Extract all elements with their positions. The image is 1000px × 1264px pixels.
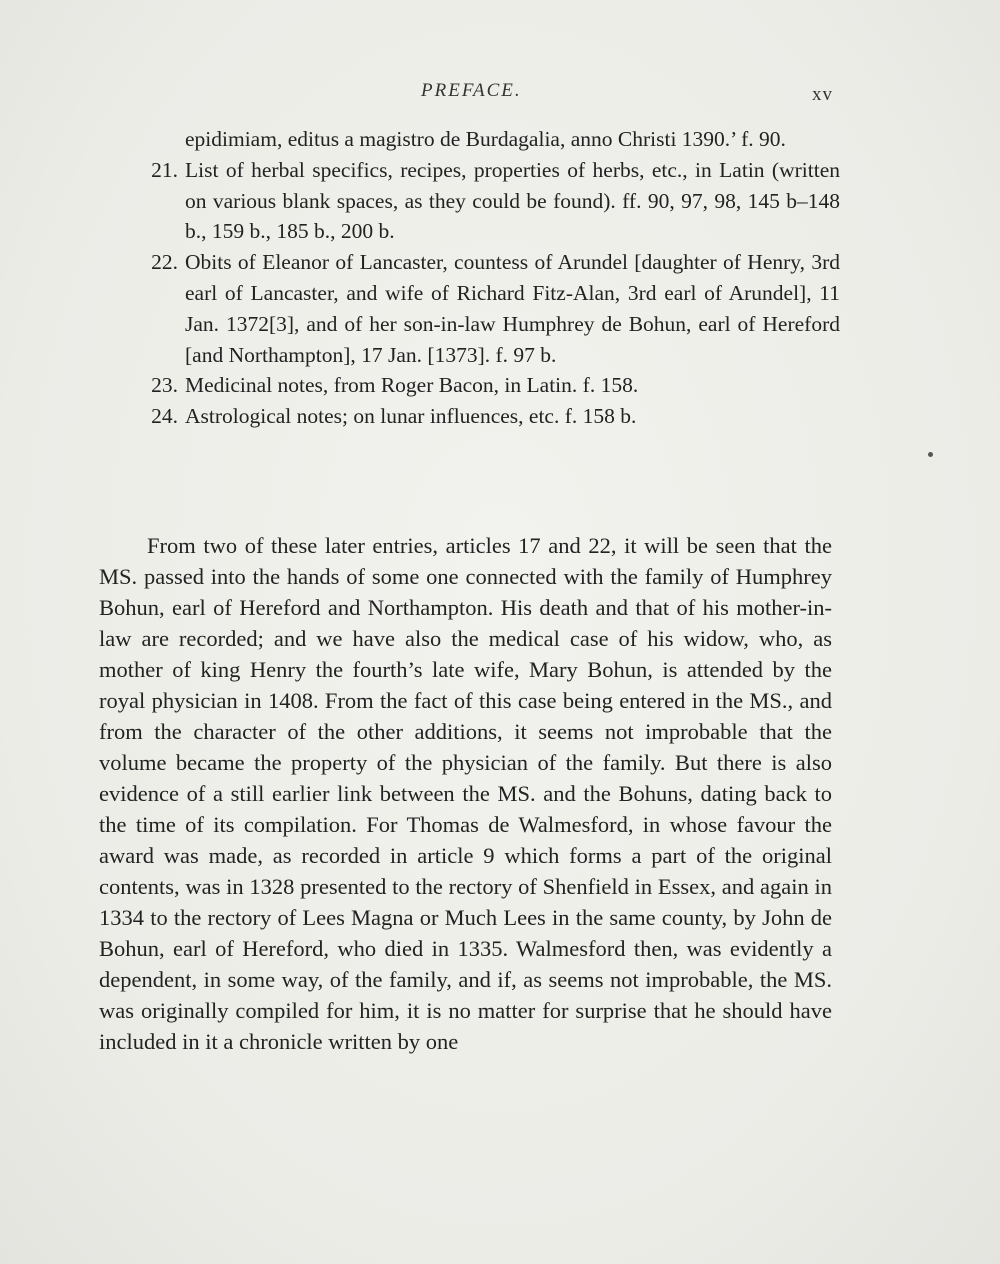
- article-list: [128, 124, 840, 432]
- entry-text: List of herbal specifics, recipes, properties of herbs, etc., in Latin (written on various blank spaces, as they could be found). ff. 90, 97, 98, 145 b–148 b., 159 b., 185 b., 200 b.: [185, 157, 840, 244]
- entry-number: 24.: [151, 404, 178, 429]
- entry-number: 22.: [151, 250, 178, 275]
- entry-number: 23.: [151, 373, 178, 398]
- entry-text: Astrological notes; on lunar influences, etc. f. 158 b.: [185, 404, 637, 429]
- entry-number: 21.: [151, 157, 178, 182]
- ink-speck: [928, 452, 933, 457]
- body-paragraph: From two of these later entries, articles 17 and 22, it will be seen that the MS. passed into the hands of some one connected with the family of Humphrey Bohun, earl of Hereford and Northampton. His death and that of his mother-in-law are recorded; and we have also the medical case of his widow, who, as mother of king Henry the fourth’s late wife, Mary Bohun, is attended by the royal physician in 1408. From the fact of this case being entered in the MS., and from the character of the other additions, it seems not improbable that the volume became the property of the physician of the family. But there is also evidence of a still earlier link between the MS. and the Bohuns, dating back to the time of its compilation. For Thomas de Walmesford, in whose favour the award was made, as recorded in article 9 which forms a part of the original contents, was in 1328 presented to the rectory of Shenfield in Essex, and again in 1334 to the rectory of Lees Magna or Much Lees in the same county, by John de Bohun, earl of Hereford, who died in 1335. Walmesford then, was evidently a dependent, in some way, of the family, and if, as seems not improbable, the MS. was originally compiled for him, it is no matter for surprise that he should have included in it a chronicle written by one: [99, 533, 832, 1054]
- list-item: [128, 370, 840, 401]
- running-head: [0, 80, 1000, 110]
- list-item: [128, 401, 840, 432]
- entry-text: Obits of Eleanor of Lancaster, countess of Arundel [daughter of Henry, 3rd earl of Lancaster, and wife of Richard Fitz-Alan, 3rd earl of Arundel], 11 Jan. 1372[3], and of her son-in-law Humphrey de Bohun, earl of Hereford [and Northampton], 17 Jan. [1373]. f. 97 b.: [185, 250, 840, 367]
- entry-text: Medicinal notes, from Roger Bacon, in Latin. f. 158.: [185, 373, 639, 398]
- running-title: PREFACE.: [421, 80, 522, 101]
- list-item: [128, 155, 840, 247]
- list-item: [128, 247, 840, 370]
- entry-continuation: epidimiam, editus a magistro de Burdagalia, anno Christi 1390.’ f. 90.: [185, 127, 786, 151]
- page-number: xv: [812, 84, 833, 105]
